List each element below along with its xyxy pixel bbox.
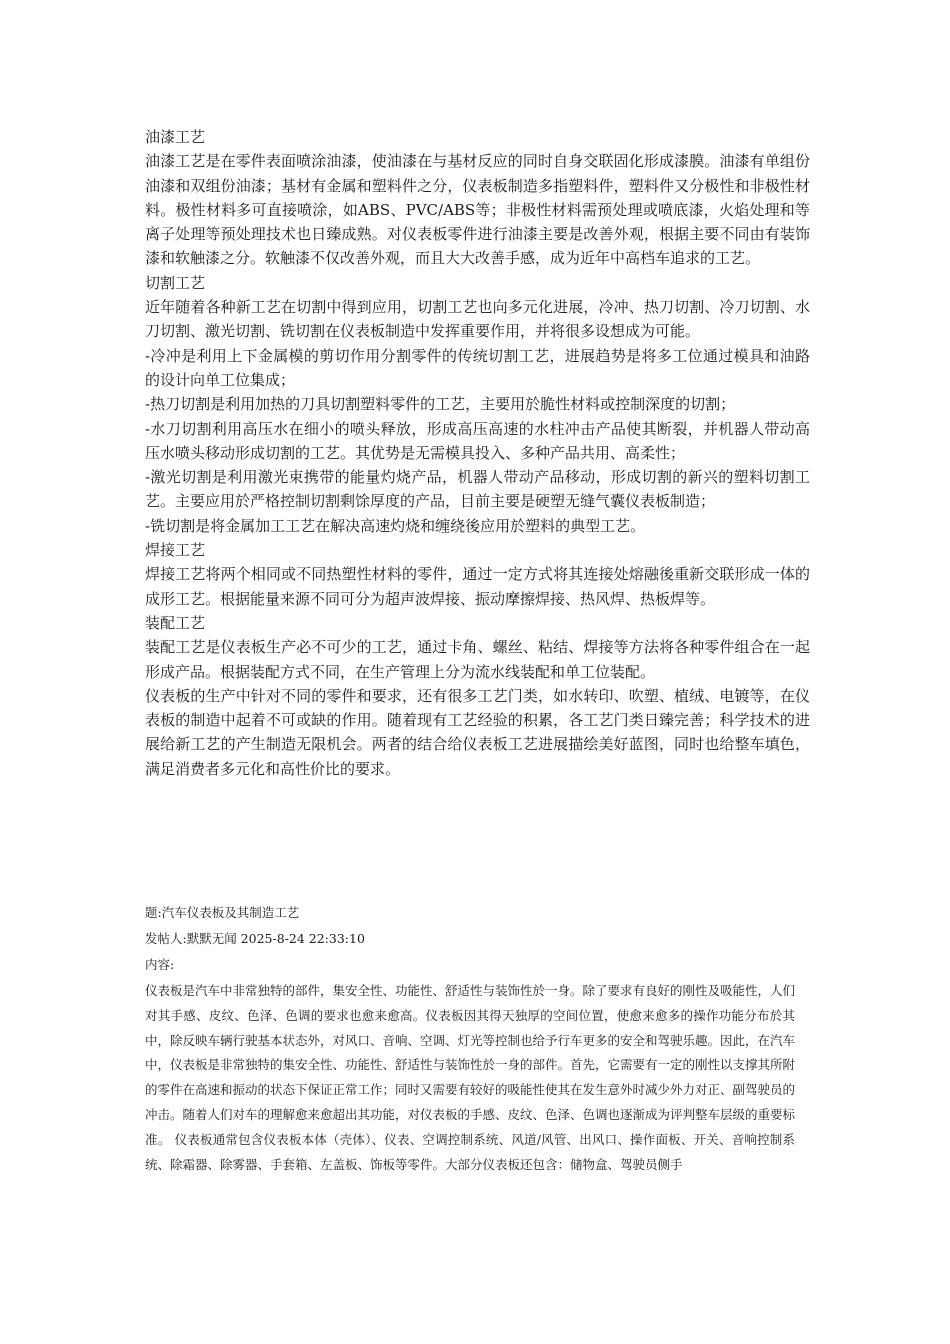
heading-cutting-process: 切割工艺 [145, 273, 206, 292]
paragraph-paint-process: 油漆工艺是在零件表面喷涂油漆，使油漆在与基材反应的同时自身交联固化形成漆膜。油漆有单组份油漆和双组份油漆；基材有金属和塑料件之分，仪表板制造多指塑料件，塑料件又分极性和非极性材料。极性材料多可直接喷涂，如ABS、PVC/ABS等；非极性材料需预处理或喷底漆，火焰处理和等离子处理等预处理技术也日臻成熟。对仪表板零件进行油漆主要是改善外观，根据主要不同由有装饰漆和软触漆之分。软触漆不仅改善外观，而且大大改善手感，成为近年中高档车追求的工艺。 [145, 152, 810, 268]
post-body: 仪表板是汽车中非常独特的部件，集安全性、功能性、舒适性与装饰性於一身。除了要求有良好的刚性及吸能性，人们对其手感、皮纹、色泽、色调的要求也愈来愈高。仪表板因其得天独厚的空间位置，使愈来愈多的操作功能分布於其中，除反映车辆行驶基本状态外，对风口、音响、空调、灯光等控制也给予行车更多的安全和驾驶乐趣。因此，在汽车中，仪表板是非常独特的集安全性、功能性、舒适性与装饰性於一身的部件。首先，它需要有一定的刚性以支撑其所附的零件在高速和振动的状态下保证正常工作；同时又需要有较好的吸能性使其在发生意外时减少外力对正、副驾驶员的冲击。随着人们对车的理解愈来愈超出其功能，对仪表板的手感、皮纹、色泽、色调也逐渐成为评判整车层级的重要标准。 仪表板通常包含仪表板本体（壳体）、仪表、空调控制系统、风道/风管、出风口、操作面板、开关、音响控制系统、除霜器、除雾器、手套箱、左盖板、饰板等零件。大部分仪表板还包含：储物盒、驾驶员侧手 [145, 982, 796, 1172]
post-author: 发帖人:默默无闻 2025-8-24 22:33:10 [145, 930, 365, 946]
heading-paint-process: 油漆工艺 [145, 128, 206, 146]
paragraph-cutting-intro: 近年随着各种新工艺在切割中得到应用，切割工艺也向多元化进展，冷冲、热刀切割、冷刀切割、水刀切割、激光切割、铣切割在仪表板制造中发挥重要作用，并将很多设想成为可能。 [145, 298, 810, 341]
paragraph-assembly-process: 装配工艺是仪表板生产必不可少的工艺，通过卡角、螺丝、粘结、焊接等方法将各种零件组合在一起形成产品。根据装配方式不同，在生产管理上分为流水线装配和单工位装配。 [145, 638, 810, 681]
heading-welding-process: 焊接工艺 [145, 541, 206, 560]
paragraph-conclusion: 仪表板的生产中针对不同的零件和要求，还有很多工艺门类，如水转印、吹塑、植绒、电镀等，在仪表板的制造中起着不可或缺的作用。随着现有工艺经验的积累，各工艺门类日臻完善；科学技术的进展给新工艺的产生制造无限机会。两者的结合给仪表板工艺进展描绘美好蓝图，同时也给整车填色，满足消费者多元化和高性价比的要求。 [145, 686, 810, 778]
paragraph-laser-cut: -激光切割是利用激光束携带的能量灼烧产品，机器人带动产品移动，形成切割的新兴的塑料切割工艺。主要应用於严格控制切割剩馀厚度的产品，目前主要是硬塑无缝气囊仪表板制造； [145, 468, 810, 511]
paragraph-milling-cut: -铣切割是将金属加工工艺在解决高速灼烧和缠绕後应用於塑料的典型工艺。 [145, 516, 646, 535]
paragraph-cold-punch: -冷冲是利用上下金属模的剪切作用分割零件的传统切割工艺，进展趋势是将多工位通过模具和油路的设计向单工位集成； [145, 346, 810, 389]
post-title: 题:汽车仪表板及其制造工艺 [145, 905, 300, 920]
article-section-craft [145, 125, 810, 781]
paragraph-welding-process: 焊接工艺将两个相同或不同热塑性材料的零件，通过一定方式将其连接处熔融後重新交联形成一体的成形工艺。根据能量来源不同可分为超声波焊接、振动摩擦焊接、热风焊、热板焊等。 [145, 565, 810, 608]
paragraph-hot-knife: -热刀切割是利用加热的刀具切割塑料零件的工艺，主要用於脆性材料或控制深度的切割； [145, 395, 736, 414]
heading-assembly-process: 装配工艺 [145, 613, 206, 632]
paragraph-water-jet: -水刀切割利用高压水在细小的喷头释放，形成高压高速的水柱冲击产品使其断裂，并机器人带动高压水喷头移动形成切割的工艺。其优势是无需模具投入、多种产品共用、高柔性； [145, 419, 810, 462]
post-content-label: 内容: [145, 956, 175, 972]
forum-post [145, 901, 795, 1177]
